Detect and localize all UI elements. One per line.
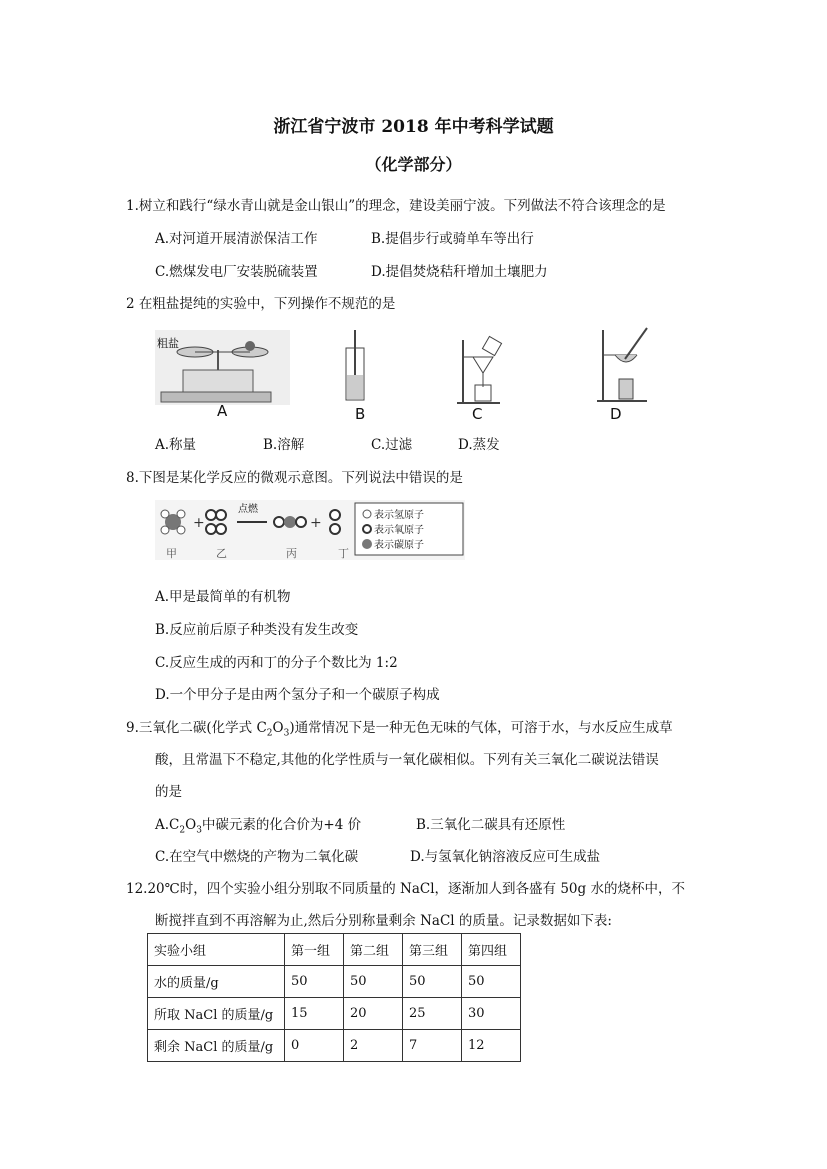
table-row bbox=[148, 998, 521, 1030]
legend-hydrogen: 表示氢原子 bbox=[374, 510, 424, 521]
salt-label: 粗盐 bbox=[157, 337, 179, 350]
q2-option-c: C.过滤 bbox=[371, 437, 413, 453]
table-cell: 所取 NaCl 的质量/g bbox=[148, 998, 285, 1030]
reaction-condition: 点燃 bbox=[238, 504, 258, 515]
q8-option-c: C.反应生成的丙和丁的分子个数比为 1:2 bbox=[155, 655, 398, 671]
q9-option-d: D.与氢氧化钠溶液反应可生成盐 bbox=[410, 849, 601, 865]
table-cell: 水的质量/g bbox=[148, 966, 285, 998]
q1-option-d: D.提倡焚烧秸秆增加土壤肥力 bbox=[371, 264, 548, 280]
q8-option-b: B.反应前后原子种类没有发生改变 bbox=[155, 622, 359, 638]
molecule-name-ding: 丁 bbox=[338, 547, 349, 560]
table-cell: 7 bbox=[403, 1030, 462, 1062]
legend-carbon: 表示碳原子 bbox=[374, 540, 424, 551]
q1-option-c: C.燃煤发电厂安装脱硫装置 bbox=[155, 264, 318, 280]
data-table bbox=[147, 933, 521, 1062]
legend-oxygen: 表示氧原子 bbox=[374, 525, 424, 536]
figure-label-a: A bbox=[217, 402, 228, 420]
q1-option-b: B.提倡步行或骑单车等出行 bbox=[371, 231, 534, 247]
q8-option-a: A.甲是最简单的有机物 bbox=[155, 589, 291, 605]
dissolve-figure bbox=[340, 330, 370, 405]
table-cell: 0 bbox=[285, 1030, 344, 1062]
filter-figure bbox=[455, 335, 505, 405]
table-cell: 15 bbox=[285, 998, 344, 1030]
figure-label-b: B bbox=[355, 405, 366, 423]
table-cell: 剩余 NaCl 的质量/g bbox=[148, 1030, 285, 1062]
q2-stem: 2 在粗盐提纯的实验中，下列操作不规范的是 bbox=[126, 296, 396, 312]
table-header-cell: 第四组 bbox=[462, 934, 521, 966]
page-subtitle: （化学部分） bbox=[365, 155, 462, 174]
q8-option-d: D.一个甲分子是由两个氢分子和一个碳原子构成 bbox=[155, 687, 440, 703]
table-cell: 30 bbox=[462, 998, 521, 1030]
table-cell: 25 bbox=[403, 998, 462, 1030]
q12-stem-line1: 12.20℃时，四个实验小组分别取不同质量的 NaCl，逐渐加人到各盛有 50g 水的烧杯中，不 bbox=[126, 881, 685, 897]
table-cell: 12 bbox=[462, 1030, 521, 1062]
q9-option-b: B.三氧化二碳具有还原性 bbox=[416, 817, 566, 833]
molecule-name-yi: 乙 bbox=[216, 547, 227, 560]
q2-option-b: B.溶解 bbox=[263, 437, 305, 453]
figure-label-c: C bbox=[472, 405, 483, 423]
q1-stem: 1.树立和践行“绿水青山就是金山银山”的理念，建设美丽宁波。下列做法不符合该理念的是 bbox=[126, 198, 666, 214]
evaporate-figure bbox=[595, 325, 655, 405]
svg-text:+: + bbox=[310, 515, 322, 531]
q9-option-c: C.在空气中燃烧的产物为二氧化碳 bbox=[155, 849, 359, 865]
figure-label-d: D bbox=[610, 405, 622, 423]
q9-stem-line2: 酸，且常温下不稳定,其他的化学性质与一氧化碳相似。下列有关三氧化二碳说法错误 bbox=[155, 752, 659, 768]
table-row bbox=[148, 966, 521, 998]
q2-option-d: D.蒸发 bbox=[458, 437, 500, 453]
table-header-row bbox=[148, 934, 521, 966]
table-cell: 50 bbox=[462, 966, 521, 998]
q9-stem-line3: 的是 bbox=[155, 784, 182, 800]
q2-option-a: A.称量 bbox=[155, 437, 197, 453]
page-title: 浙江省宁波市 2018 年中考科学试题 bbox=[273, 117, 554, 137]
q9-stem-line1: 9.三氧化二碳(化学式 $C_2O_3$)通常情况下是一种无色无味的气体，可溶于水，与水反应生成草 bbox=[126, 720, 673, 739]
table-header-cell: 实验小组 bbox=[148, 934, 285, 966]
table-cell: 2 bbox=[344, 1030, 403, 1062]
molecule-name-jia: 甲 bbox=[166, 547, 177, 560]
q8-stem: 8.下图是某化学反应的微观示意图。下列说法中错误的是 bbox=[126, 470, 463, 486]
table-cell: 50 bbox=[285, 966, 344, 998]
table-row bbox=[148, 1030, 521, 1062]
table-header-cell: 第三组 bbox=[403, 934, 462, 966]
table-cell: 50 bbox=[344, 966, 403, 998]
table-cell: 50 bbox=[403, 966, 462, 998]
table-cell: 20 bbox=[344, 998, 403, 1030]
q1-option-a: A.对河道开展清淤保洁工作 bbox=[155, 231, 318, 247]
molecule-name-bing: 丙 bbox=[286, 547, 297, 560]
table-header-cell: 第二组 bbox=[344, 934, 403, 966]
q9-option-a: $A.C_2O_3$中碳元素的化合价为+4 价 bbox=[155, 817, 362, 836]
svg-text:+: + bbox=[193, 515, 205, 531]
q12-stem-line2: 断搅拌直到不再溶解为止,然后分别称量剩余 NaCl 的质量。记录数据如下表: bbox=[155, 913, 612, 929]
table-header-cell: 第一组 bbox=[285, 934, 344, 966]
